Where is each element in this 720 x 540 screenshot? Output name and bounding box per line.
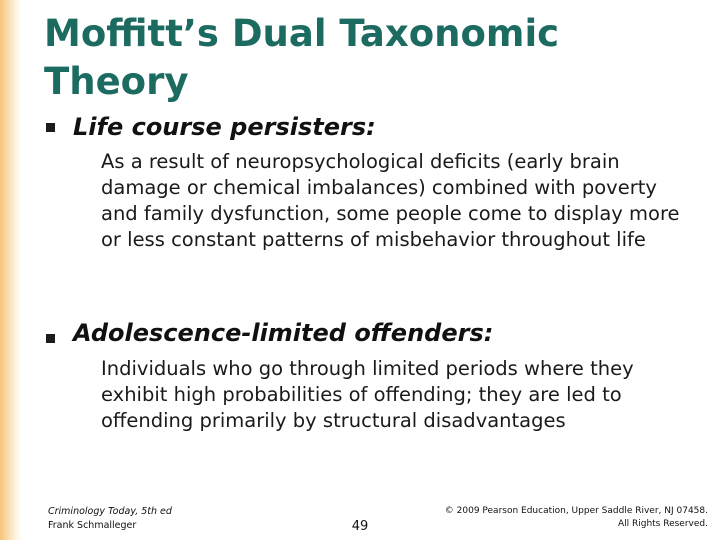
decorative-left-bar (0, 0, 22, 540)
footer-book-title: Criminology Today, 5th ed (48, 506, 172, 517)
footer-copyright (445, 505, 708, 531)
footer-author: Frank Schmalleger (48, 520, 137, 531)
square-bullet-icon (46, 334, 55, 343)
slide-title: Moffitt’s Dual Taxonomic Theory (44, 12, 560, 103)
page-number: 49 (351, 519, 369, 534)
point-heading-life-course-persisters: Life course persisters: (73, 113, 376, 141)
footer-copyright-line: © 2009 Pearson Education, Upper Saddle River, NJ 07458. (444, 506, 708, 516)
point-description-adolescence-limited-offenders: Individuals who go through limited periods where they exhibit high probabilities of offending; they are led to offending primarily by structural disadvantages (101, 357, 634, 432)
point-heading-adolescence-limited-offenders: Adolescence-limited offenders: (73, 319, 494, 347)
footer-source (48, 505, 172, 533)
point-description-life-course-persisters: As a result of neuropsychological deficits (early brain damage or chemical imbalances) combined with poverty and family dysfunction, some people come to display more or less constant patterns of misbehavior throughout life (101, 150, 680, 251)
footer-rights-line: All Rights Reserved. (617, 519, 708, 529)
square-bullet-icon (46, 123, 55, 132)
